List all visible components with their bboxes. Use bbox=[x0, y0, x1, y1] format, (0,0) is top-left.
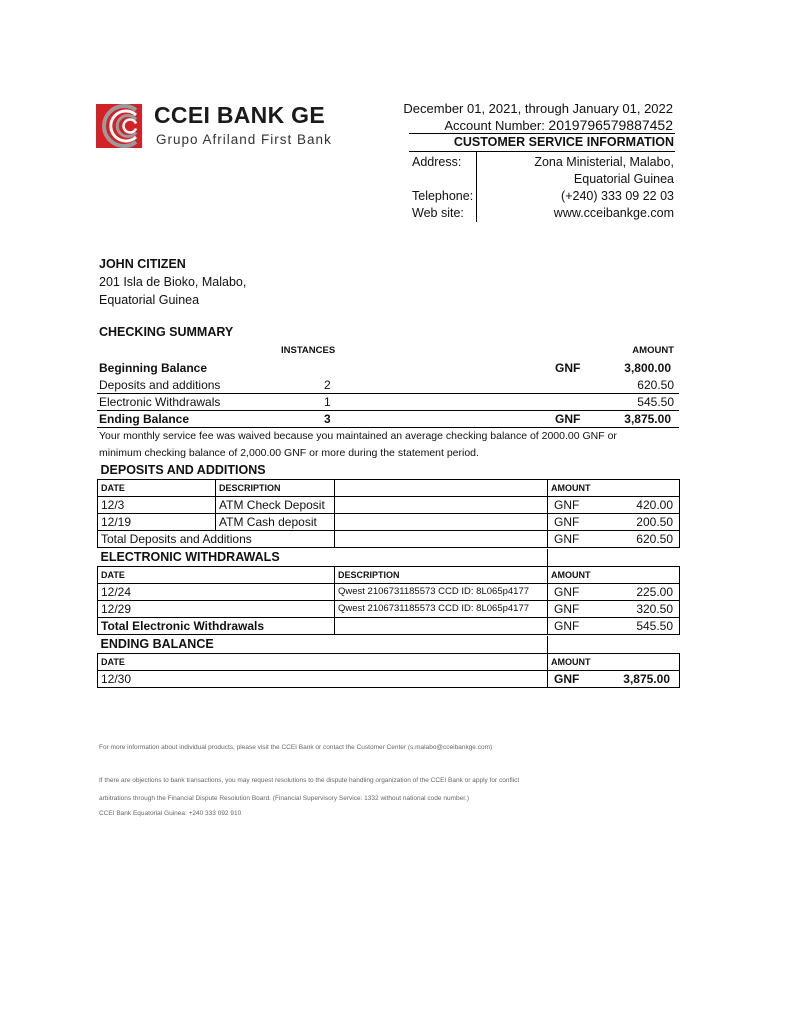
blank-cell bbox=[335, 530, 548, 547]
bank-subtitle: Grupo Afriland First Bank bbox=[156, 132, 332, 147]
summary-instances: 2 bbox=[324, 378, 331, 392]
withdrawal-currency: GNF bbox=[554, 584, 580, 599]
summary-instances: 3 bbox=[324, 412, 331, 426]
bank-name: CCEI BANK GE bbox=[154, 102, 326, 128]
withdrawals-title: ELECTRONIC WITHDRAWALS bbox=[98, 549, 548, 566]
withdrawals-total-currency: GNF bbox=[554, 618, 580, 633]
withdrawal-description: Qwest 2106731185573 CCD ID: 8L065p4177 bbox=[335, 583, 548, 600]
table-row bbox=[98, 513, 680, 530]
footer-dispute-line-1: If there are objections to bank transactions, you may request resolutions to the dispute handling organization of the CCEI Bank or apply for conflict bbox=[99, 777, 520, 784]
checking-summary-title: CHECKING SUMMARY bbox=[99, 325, 234, 339]
deposit-currency: GNF bbox=[554, 497, 580, 512]
table-row bbox=[98, 496, 680, 513]
bank-logo bbox=[96, 104, 341, 150]
deposits-header-row bbox=[98, 479, 680, 496]
date-header: DATE bbox=[98, 566, 335, 583]
blank-cell bbox=[335, 513, 548, 530]
customer-address-line-1: 201 Isla de Bioko, Malabo, bbox=[99, 275, 247, 289]
deposit-amount: 420.00 bbox=[636, 497, 673, 512]
summary-currency: GNF bbox=[555, 412, 581, 426]
footer-dispute-line-2: arbitrations through the Financial Dispute Resolution Board. (Financial Supervisory Service: 1332 without national code number.) bbox=[99, 795, 469, 802]
ending-balance-title: ENDING BALANCE bbox=[98, 636, 548, 653]
summary-row-beginning-balance bbox=[97, 360, 679, 377]
deposits-total-amount: 620.50 bbox=[636, 531, 673, 546]
withdrawals-table bbox=[97, 549, 680, 635]
withdrawals-total-amount: 545.50 bbox=[636, 618, 674, 633]
deposit-amount-cell bbox=[548, 513, 680, 530]
deposit-amount: 200.50 bbox=[636, 514, 673, 529]
ending-balance-amount: 3,875.00 bbox=[623, 671, 670, 686]
deposits-total-currency: GNF bbox=[554, 531, 580, 546]
checking-summary-table bbox=[97, 344, 679, 428]
deposit-currency: GNF bbox=[554, 514, 580, 529]
table-row bbox=[98, 600, 680, 617]
summary-amount: 620.50 bbox=[637, 378, 674, 392]
account-number-line bbox=[444, 117, 673, 133]
withdrawals-header-row bbox=[98, 566, 680, 583]
summary-label: Beginning Balance bbox=[99, 361, 208, 375]
date-header: DATE bbox=[98, 653, 548, 670]
withdrawal-currency: GNF bbox=[554, 601, 580, 616]
summary-amount: 3,875.00 bbox=[624, 412, 671, 426]
amount-header: AMOUNT bbox=[632, 345, 674, 356]
summary-header-row bbox=[97, 344, 679, 360]
instances-header: INSTANCES bbox=[281, 345, 336, 356]
summary-amount: 545.50 bbox=[637, 395, 674, 409]
table-row bbox=[98, 670, 680, 687]
address-line-1: Zona Ministerial, Malabo, bbox=[534, 155, 674, 169]
withdrawal-description: Qwest 2106731185573 CCD ID: 8L065p4177 bbox=[335, 600, 548, 617]
summary-row-withdrawals bbox=[97, 394, 679, 411]
summary-label: Ending Balance bbox=[99, 412, 190, 426]
blank-cell bbox=[548, 636, 680, 653]
ending-balance-header-row bbox=[98, 653, 680, 670]
ending-balance-date: 12/30 bbox=[98, 670, 548, 687]
blank-cell bbox=[335, 617, 548, 634]
summary-instances: 1 bbox=[324, 395, 331, 409]
blank-cell bbox=[335, 479, 548, 496]
service-fee-note-line-2: minimum checking balance of 2,000.00 GNF or more during the statement period. bbox=[99, 447, 479, 459]
deposits-title: DEPOSITS AND ADDITIONS bbox=[98, 462, 680, 479]
address-label: Address: bbox=[412, 155, 462, 169]
footer-info-line: For more information about individual products, please visit the CCEI Bank or contact the Customer Center (s.malabo@cceibankge.com) bbox=[99, 744, 493, 751]
deposit-date: 12/3 bbox=[98, 496, 216, 513]
withdrawal-date: 12/29 bbox=[98, 600, 335, 617]
deposit-description: ATM Check Deposit bbox=[216, 496, 335, 513]
bank-logo-icon bbox=[96, 104, 142, 148]
footer-contact-line: CCEI Bank Equatorial Guinea: +240 333 092 910 bbox=[99, 810, 242, 817]
service-fee-note-line-1: Your monthly service fee was waived because you maintained an average checking balance of 2000.00 GNF or bbox=[99, 430, 617, 442]
deposits-total-cell bbox=[548, 530, 680, 547]
withdrawal-amount: 320.50 bbox=[636, 601, 674, 616]
ending-balance-amount-cell bbox=[548, 670, 680, 687]
amount-header: AMOUNT bbox=[548, 653, 680, 670]
website-label: Web site: bbox=[412, 206, 464, 220]
summary-row-deposits bbox=[97, 377, 679, 394]
deposits-total-label: Total Deposits and Additions bbox=[98, 530, 335, 547]
withdrawal-amount: 225.00 bbox=[636, 584, 674, 599]
summary-currency: GNF bbox=[555, 361, 581, 375]
summary-amount: 3,800.00 bbox=[624, 361, 671, 375]
service-fee-note bbox=[99, 428, 679, 462]
customer-service-grid bbox=[409, 152, 675, 222]
blank-cell bbox=[335, 496, 548, 513]
telephone-label: Telephone: bbox=[412, 189, 474, 203]
amount-header: AMOUNT bbox=[548, 566, 680, 583]
customer-service-title: CUSTOMER SERVICE INFORMATION bbox=[409, 134, 675, 152]
amount-header: AMOUNT bbox=[548, 479, 680, 496]
withdrawal-amount-cell bbox=[548, 600, 680, 617]
customer-service-divider bbox=[476, 152, 477, 222]
date-header: DATE bbox=[98, 479, 216, 496]
summary-label: Deposits and additions bbox=[99, 378, 221, 392]
website-value: www.cceibankge.com bbox=[553, 206, 674, 220]
account-number: 2019796579887452 bbox=[548, 117, 673, 133]
description-header: DESCRIPTION bbox=[335, 566, 548, 583]
statement-period: December 01, 2021, through January 01, 2022 bbox=[403, 101, 673, 116]
ending-balance-table bbox=[97, 636, 680, 688]
customer-service-box bbox=[409, 133, 675, 222]
table-row bbox=[98, 583, 680, 600]
address-line-2: Equatorial Guinea bbox=[573, 172, 674, 186]
customer-address-block bbox=[99, 255, 246, 309]
deposit-date: 12/19 bbox=[98, 513, 216, 530]
summary-row-ending-balance bbox=[97, 411, 679, 428]
withdrawal-amount-cell bbox=[548, 583, 680, 600]
withdrawals-total-row bbox=[98, 617, 680, 634]
customer-address-line-2: Equatorial Guinea bbox=[99, 293, 200, 307]
ending-balance-currency: GNF bbox=[554, 671, 580, 686]
withdrawals-total-cell bbox=[548, 617, 680, 634]
deposits-table bbox=[97, 462, 680, 548]
account-number-label: Account Number: bbox=[444, 118, 549, 133]
blank-cell bbox=[548, 549, 680, 566]
customer-name: JOHN CITIZEN bbox=[99, 257, 186, 271]
withdrawal-date: 12/24 bbox=[98, 583, 335, 600]
deposits-total-row bbox=[98, 530, 680, 547]
description-header: DESCRIPTION bbox=[216, 479, 335, 496]
deposit-amount-cell bbox=[548, 496, 680, 513]
summary-label: Electronic Withdrawals bbox=[99, 395, 221, 409]
telephone-value: (+240) 333 09 22 03 bbox=[561, 189, 674, 203]
withdrawals-total-label: Total Electronic Withdrawals bbox=[98, 617, 335, 634]
deposit-description: ATM Cash deposit bbox=[216, 513, 335, 530]
